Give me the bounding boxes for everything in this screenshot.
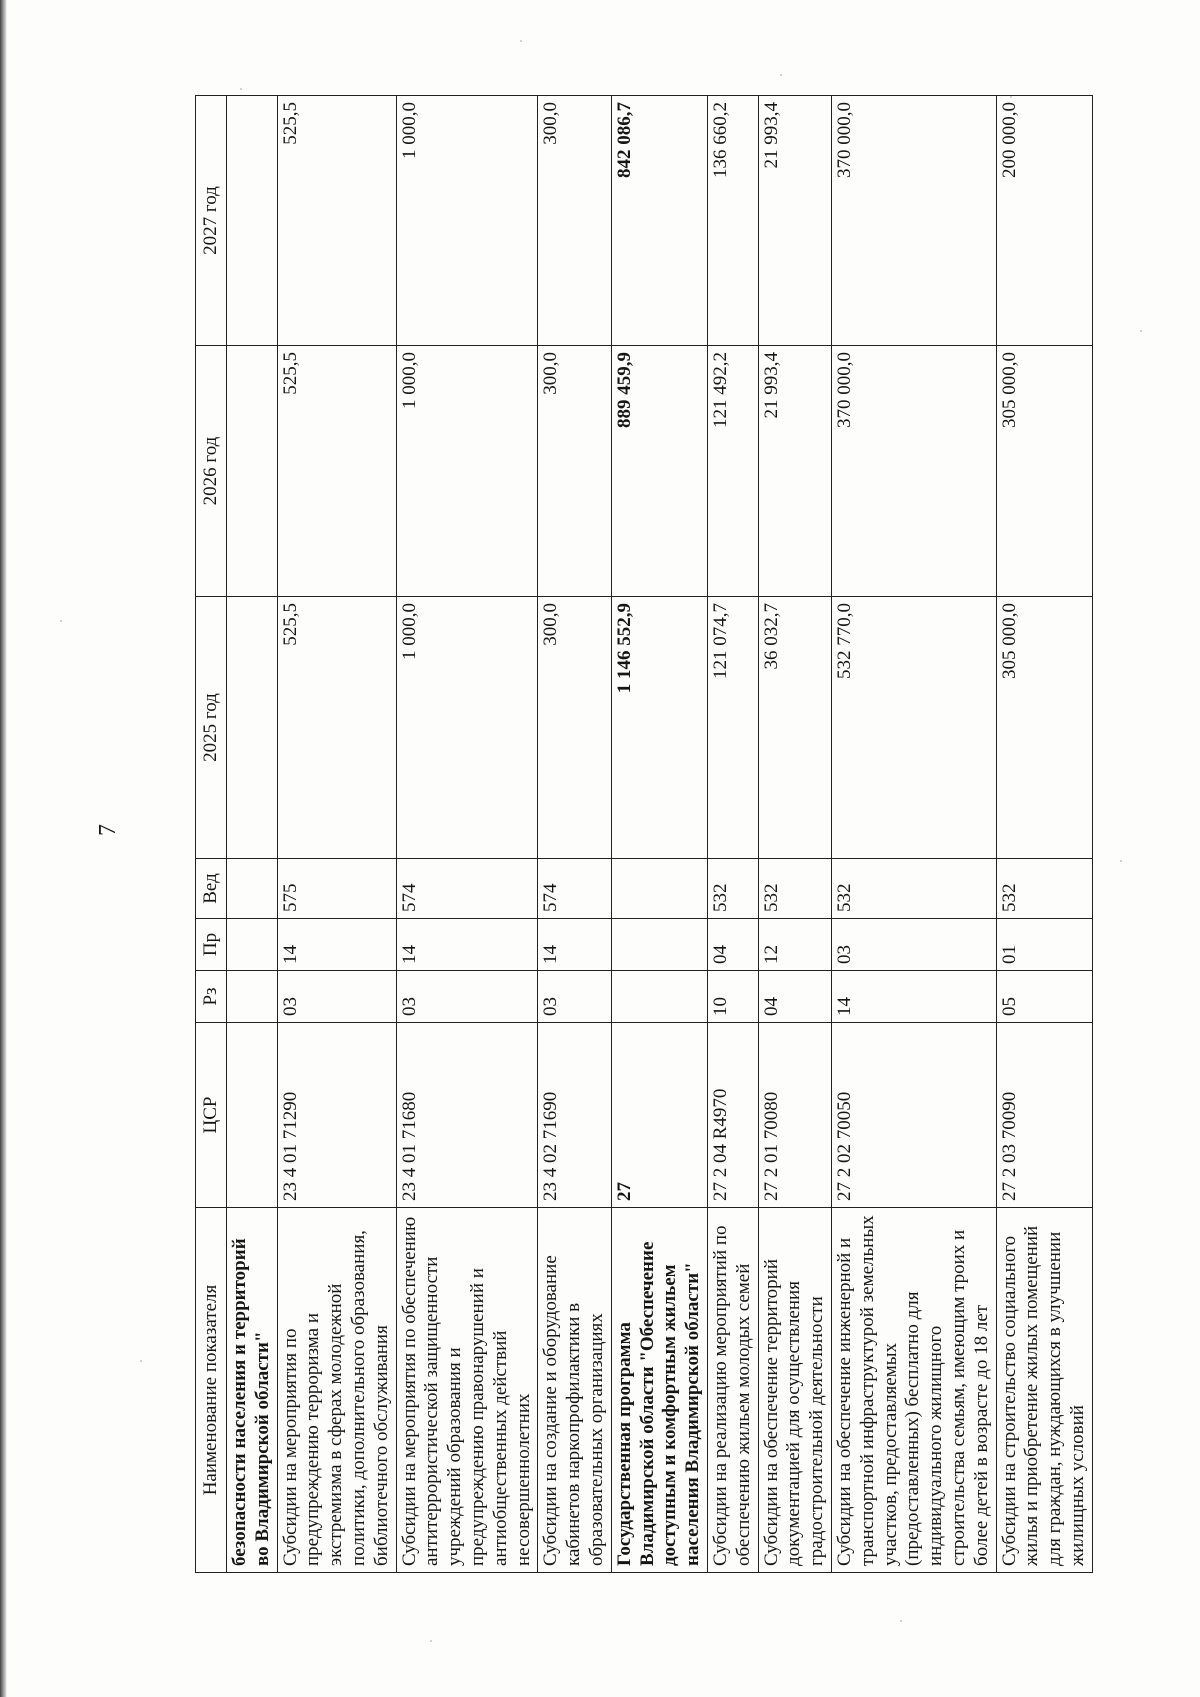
cell-pr: 03 bbox=[831, 919, 996, 971]
cell-ved: 575 bbox=[277, 859, 396, 919]
scan-speck bbox=[60, 620, 62, 622]
cell-2026: 889 459,9 bbox=[611, 346, 707, 597]
scan-speck bbox=[520, 40, 522, 42]
cell-rz bbox=[227, 971, 278, 1023]
cell-2027: 21 993,4 bbox=[758, 96, 831, 346]
cell-rz: 05 bbox=[996, 971, 1092, 1023]
col-header-ved: Вед bbox=[196, 859, 227, 919]
cell-ved: 532 bbox=[996, 859, 1092, 919]
cell-name: Субсидии на мероприятия по предупреждению терроризма и экстремизма в сферах молодежной политики, дополнительного образования, библиотечного обслуживания bbox=[277, 1208, 396, 1573]
table-row bbox=[277, 96, 396, 1573]
cell-2025: 300,0 bbox=[538, 597, 611, 859]
cell-2025 bbox=[227, 597, 278, 859]
cell-name: Субсидии на обеспечение территорий документацией для осуществления градостроительной деятельности bbox=[758, 1208, 831, 1573]
cell-2026: 21 993,4 bbox=[758, 346, 831, 597]
rotated-table-wrapper bbox=[195, 96, 1088, 1573]
scan-speck bbox=[900, 1620, 902, 1622]
scan-speck bbox=[780, 74, 782, 76]
scan-speck bbox=[240, 88, 242, 90]
table-row bbox=[831, 96, 996, 1573]
cell-csr: 23 4 01 71680 bbox=[396, 1023, 538, 1208]
cell-ved: 532 bbox=[758, 859, 831, 919]
cell-ved: 532 bbox=[831, 859, 996, 919]
cell-csr: 23 4 02 71690 bbox=[538, 1023, 611, 1208]
table-row bbox=[707, 96, 758, 1573]
cell-rz: 03 bbox=[396, 971, 538, 1023]
cell-ved: 574 bbox=[396, 859, 538, 919]
cell-2026: 121 492,2 bbox=[707, 346, 758, 597]
cell-2026 bbox=[227, 346, 278, 597]
cell-csr: 27 2 03 70090 bbox=[996, 1023, 1092, 1208]
table-body bbox=[227, 96, 1093, 1573]
scan-edge-shadow bbox=[0, 0, 7, 1697]
cell-name: Субсидии на строительство социального жилья и приобретение жилых помещений для граждан, нуждающихся в улучшении жилищных условий bbox=[996, 1208, 1092, 1573]
cell-rz: 10 bbox=[707, 971, 758, 1023]
cell-2026: 1 000,0 bbox=[396, 346, 538, 597]
cell-2025: 1 146 552,9 bbox=[611, 597, 707, 859]
cell-2025: 121 074,7 bbox=[707, 597, 758, 859]
cell-rz: 03 bbox=[538, 971, 611, 1023]
scan-speck bbox=[1140, 330, 1142, 332]
cell-2027 bbox=[227, 96, 278, 346]
cell-2025: 36 032,7 bbox=[758, 597, 831, 859]
page-number: 7 bbox=[95, 824, 121, 836]
col-header-pr: Пр bbox=[196, 919, 227, 971]
table-row bbox=[758, 96, 831, 1573]
cell-2025: 525,5 bbox=[277, 597, 396, 859]
cell-pr: 04 bbox=[707, 919, 758, 971]
cell-csr: 23 4 01 71290 bbox=[277, 1023, 396, 1208]
table-row bbox=[227, 96, 278, 1573]
col-header-rz: Рз bbox=[196, 971, 227, 1023]
cell-2026: 305 000,0 bbox=[996, 346, 1092, 597]
scan-speck bbox=[140, 1360, 142, 1362]
cell-csr: 27 2 04 R4970 bbox=[707, 1023, 758, 1208]
cell-pr: 14 bbox=[538, 919, 611, 971]
scan-speck bbox=[430, 1640, 432, 1642]
cell-2025: 1 000,0 bbox=[396, 597, 538, 859]
cell-2026: 525,5 bbox=[277, 346, 396, 597]
cell-2027: 525,5 bbox=[277, 96, 396, 346]
cell-2027: 200 000,0 bbox=[996, 96, 1092, 346]
cell-rz bbox=[611, 971, 707, 1023]
cell-2027: 370 000,0 bbox=[831, 96, 996, 346]
table-row bbox=[996, 96, 1092, 1573]
cell-rz: 03 bbox=[277, 971, 396, 1023]
cell-rz: 14 bbox=[831, 971, 996, 1023]
cell-name: безопасности населения и территорий во Владимирской области" bbox=[227, 1208, 278, 1573]
cell-pr: 14 bbox=[396, 919, 538, 971]
cell-2027: 136 660,2 bbox=[707, 96, 758, 346]
col-header-name: Наименование показателя bbox=[196, 1208, 227, 1573]
cell-ved bbox=[611, 859, 707, 919]
table-row bbox=[538, 96, 611, 1573]
cell-name: Субсидии на мероприятия по обеспечению антитеррористической защищенности учреждений образования и предупреждению правонарушений и антиобщественных действий несовершеннолетних bbox=[396, 1208, 538, 1573]
cell-rz: 04 bbox=[758, 971, 831, 1023]
cell-csr: 27 2 01 70080 bbox=[758, 1023, 831, 1208]
col-header-2025: 2025 год bbox=[196, 597, 227, 859]
col-header-2027: 2027 год bbox=[196, 96, 227, 346]
cell-pr bbox=[611, 919, 707, 971]
cell-2027: 842 086,7 bbox=[611, 96, 707, 346]
table-row bbox=[611, 96, 707, 1573]
cell-csr bbox=[227, 1023, 278, 1208]
cell-name: Субсидии на реализацию мероприятий по обеспечению жильем молодых семей bbox=[707, 1208, 758, 1573]
cell-2027: 300,0 bbox=[538, 96, 611, 346]
scan-speck bbox=[1120, 860, 1122, 862]
cell-pr bbox=[227, 919, 278, 971]
cell-pr: 12 bbox=[758, 919, 831, 971]
budget-table bbox=[195, 95, 1093, 1573]
cell-2027: 1 000,0 bbox=[396, 96, 538, 346]
cell-ved: 532 bbox=[707, 859, 758, 919]
cell-2025: 305 000,0 bbox=[996, 597, 1092, 859]
cell-name: Государственная программа Владимирской области "Обеспечение доступным и комфортным жильем населения Владимирской области" bbox=[611, 1208, 707, 1573]
cell-2025: 532 770,0 bbox=[831, 597, 996, 859]
cell-ved: 574 bbox=[538, 859, 611, 919]
col-header-csr: ЦСР bbox=[196, 1023, 227, 1208]
cell-csr: 27 bbox=[611, 1023, 707, 1208]
cell-name: Субсидии на обеспечение инженерной и транспортной инфраструктурой земельных участков, предоставляемых (предоставленных) бесплатно для индивидуального жилищного строительства семьям, имеющим троих и более детей в возрасте до 18 лет bbox=[831, 1208, 996, 1573]
cell-2026: 300,0 bbox=[538, 346, 611, 597]
cell-csr: 27 2 02 70050 bbox=[831, 1023, 996, 1208]
table-header bbox=[196, 96, 227, 1573]
cell-2026: 370 000,0 bbox=[831, 346, 996, 597]
cell-name: Субсидии на создание и оборудование кабинетов наркопрофилактики в образовательных организациях bbox=[538, 1208, 611, 1573]
table-row bbox=[396, 96, 538, 1573]
cell-pr: 01 bbox=[996, 919, 1092, 971]
col-header-2026: 2026 год bbox=[196, 346, 227, 597]
cell-pr: 14 bbox=[277, 919, 396, 971]
cell-ved bbox=[227, 859, 278, 919]
